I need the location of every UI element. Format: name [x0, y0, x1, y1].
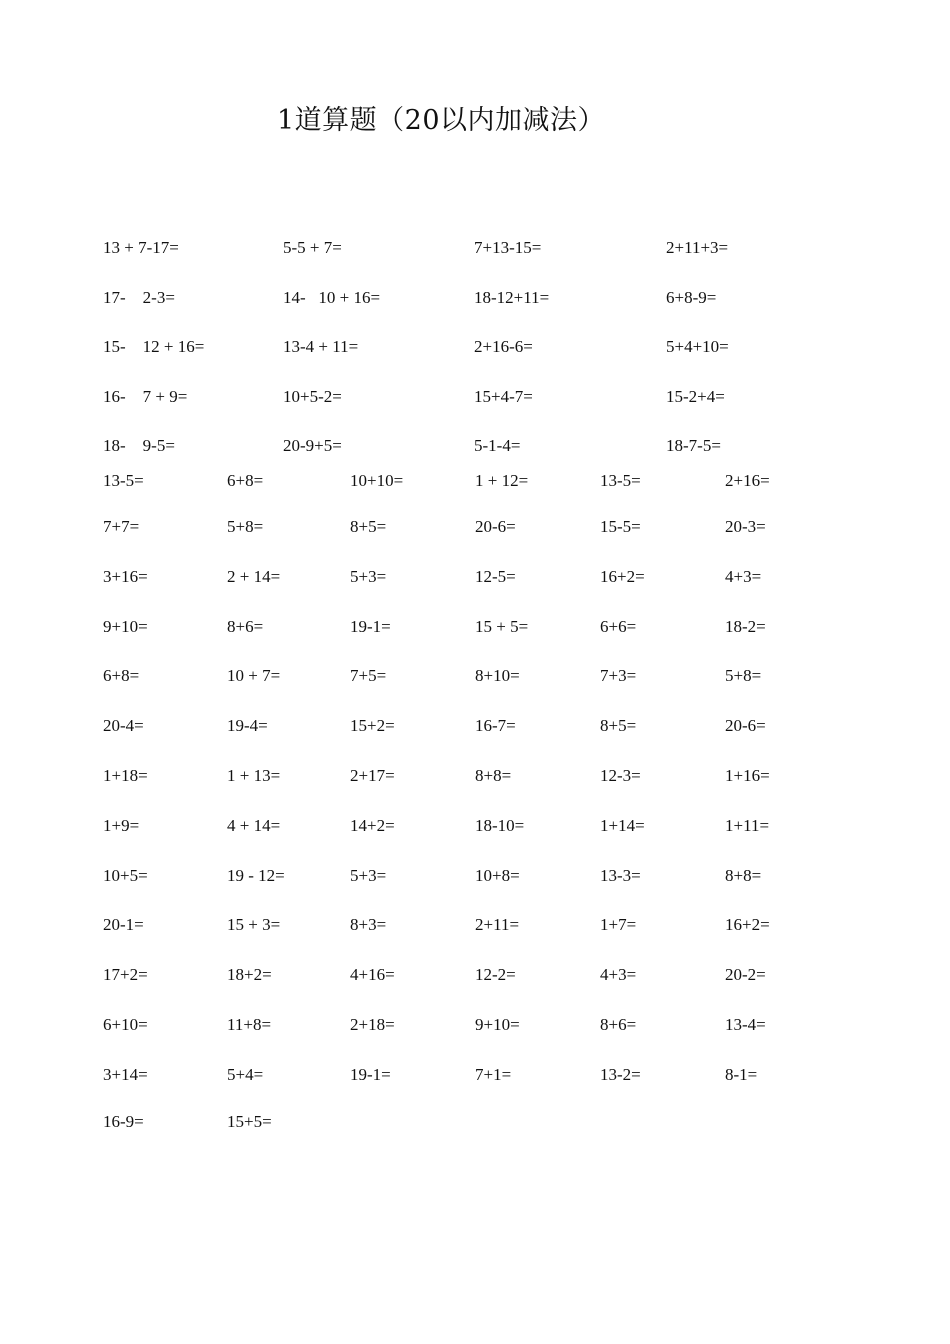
math-problem: 13-5= — [600, 471, 641, 490]
math-problem: 6+10= — [103, 1015, 148, 1034]
math-problem: 1 + 13= — [227, 766, 281, 785]
math-problem: 19 - 12= — [227, 866, 285, 885]
math-problem: 10 + 7= — [227, 666, 281, 685]
math-problem: 13-3= — [600, 866, 641, 885]
math-problem: 8+3= — [350, 915, 387, 934]
math-problem: 5-1-4= — [474, 436, 521, 455]
math-problem: 8+5= — [350, 517, 387, 536]
math-problem: 8+10= — [475, 666, 520, 685]
math-problem: 18-2= — [725, 617, 766, 636]
math-problem: 4+3= — [725, 567, 762, 586]
math-problem: 12-5= — [475, 567, 516, 586]
math-problem: 3+16= — [103, 567, 148, 586]
math-problem: 5+8= — [725, 666, 762, 685]
math-problem: 13-4= — [725, 1015, 766, 1034]
math-problem: 2+17= — [350, 766, 395, 785]
math-problem: 13-2= — [600, 1065, 641, 1084]
math-problem: 11+8= — [227, 1015, 272, 1034]
math-problem: 20-6= — [725, 716, 766, 735]
math-problem: 18-7-5= — [666, 436, 721, 455]
math-problem: 1+14= — [600, 816, 645, 835]
math-problem: 8+8= — [475, 766, 512, 785]
math-problem: 20-6= — [475, 517, 516, 536]
math-problem: 20-4= — [103, 716, 144, 735]
math-problem: 19-1= — [350, 617, 391, 636]
math-problem: 13-4 + 11= — [283, 337, 359, 356]
math-problem: 15-2+4= — [666, 387, 725, 406]
math-problem: 15+4-7= — [474, 387, 533, 406]
math-problem: 15+5= — [227, 1112, 272, 1131]
math-problem: 18- 9-5= — [103, 436, 175, 455]
math-problem: 12-3= — [600, 766, 641, 785]
math-problem: 8+6= — [227, 617, 264, 636]
math-problem: 13-5= — [103, 471, 144, 490]
math-problem: 5+8= — [227, 517, 264, 536]
math-problem: 19-1= — [350, 1065, 391, 1084]
math-problem: 17- 2-3= — [103, 288, 175, 307]
math-problem: 16- 7 + 9= — [103, 387, 188, 406]
math-problem: 5+4= — [227, 1065, 264, 1084]
math-problem: 2+11= — [475, 915, 520, 934]
math-problem: 14+2= — [350, 816, 395, 835]
math-problem: 18+2= — [227, 965, 272, 984]
math-problem: 2+16-6= — [474, 337, 533, 356]
page-title: 1道算题（20以内加减法） — [277, 105, 606, 136]
math-problem: 15 + 3= — [227, 915, 281, 934]
math-problem: 6+6= — [600, 617, 637, 636]
math-problem: 5+3= — [350, 567, 387, 586]
math-problem: 7+7= — [103, 517, 140, 536]
math-problem: 10+5= — [103, 866, 148, 885]
math-problem: 8+5= — [600, 716, 637, 735]
math-problem: 15+2= — [350, 716, 395, 735]
math-problem: 20-2= — [725, 965, 766, 984]
math-problem: 1+9= — [103, 816, 140, 835]
math-problem: 5+4+10= — [666, 337, 729, 356]
math-problem: 1+11= — [725, 816, 770, 835]
math-problem: 10+5-2= — [283, 387, 342, 406]
math-problem: 7+3= — [600, 666, 637, 685]
math-problem: 5-5 + 7= — [283, 238, 342, 257]
math-problem: 15 + 5= — [475, 617, 529, 636]
math-problem: 14- 10 + 16= — [283, 288, 381, 307]
math-problem: 9+10= — [475, 1015, 520, 1034]
math-problem: 5+3= — [350, 866, 387, 885]
math-problem: 16-7= — [475, 716, 516, 735]
math-problem: 4 + 14= — [227, 816, 281, 835]
math-problem: 18-12+11= — [474, 288, 550, 307]
math-problem: 8+8= — [725, 866, 762, 885]
math-problem: 9+10= — [103, 617, 148, 636]
math-problem: 16+2= — [725, 915, 770, 934]
math-problem: 17+2= — [103, 965, 148, 984]
math-problem: 1+16= — [725, 766, 770, 785]
math-problem: 7+13-15= — [474, 238, 542, 257]
math-problem: 13 + 7-17= — [103, 238, 179, 257]
math-problem: 1+7= — [600, 915, 637, 934]
math-problem: 12-2= — [475, 965, 516, 984]
math-problem: 8+6= — [600, 1015, 637, 1034]
math-problem: 1+18= — [103, 766, 148, 785]
math-problem: 3+14= — [103, 1065, 148, 1084]
math-problem: 8-1= — [725, 1065, 758, 1084]
math-problem: 4+3= — [600, 965, 637, 984]
math-problem: 6+8= — [227, 471, 264, 490]
math-problem: 7+1= — [475, 1065, 512, 1084]
math-problem: 10+10= — [350, 471, 404, 490]
math-problem: 6+8= — [103, 666, 140, 685]
math-problem: 2+16= — [725, 471, 770, 490]
math-problem: 4+16= — [350, 965, 395, 984]
math-problem: 2+18= — [350, 1015, 395, 1034]
math-problem: 1 + 12= — [475, 471, 529, 490]
math-problem: 10+8= — [475, 866, 520, 885]
math-problem: 15- 12 + 16= — [103, 337, 205, 356]
math-problem: 2 + 14= — [227, 567, 281, 586]
math-problem: 16+2= — [600, 567, 645, 586]
math-problem: 20-1= — [103, 915, 144, 934]
math-problem: 20-3= — [725, 517, 766, 536]
math-problem: 7+5= — [350, 666, 387, 685]
math-problem: 16-9= — [103, 1112, 144, 1131]
math-problem: 2+11+3= — [666, 238, 729, 257]
math-problem: 15-5= — [600, 517, 641, 536]
math-problem: 18-10= — [475, 816, 525, 835]
math-problem: 19-4= — [227, 716, 268, 735]
math-problem: 6+8-9= — [666, 288, 717, 307]
math-problem: 20-9+5= — [283, 436, 342, 455]
